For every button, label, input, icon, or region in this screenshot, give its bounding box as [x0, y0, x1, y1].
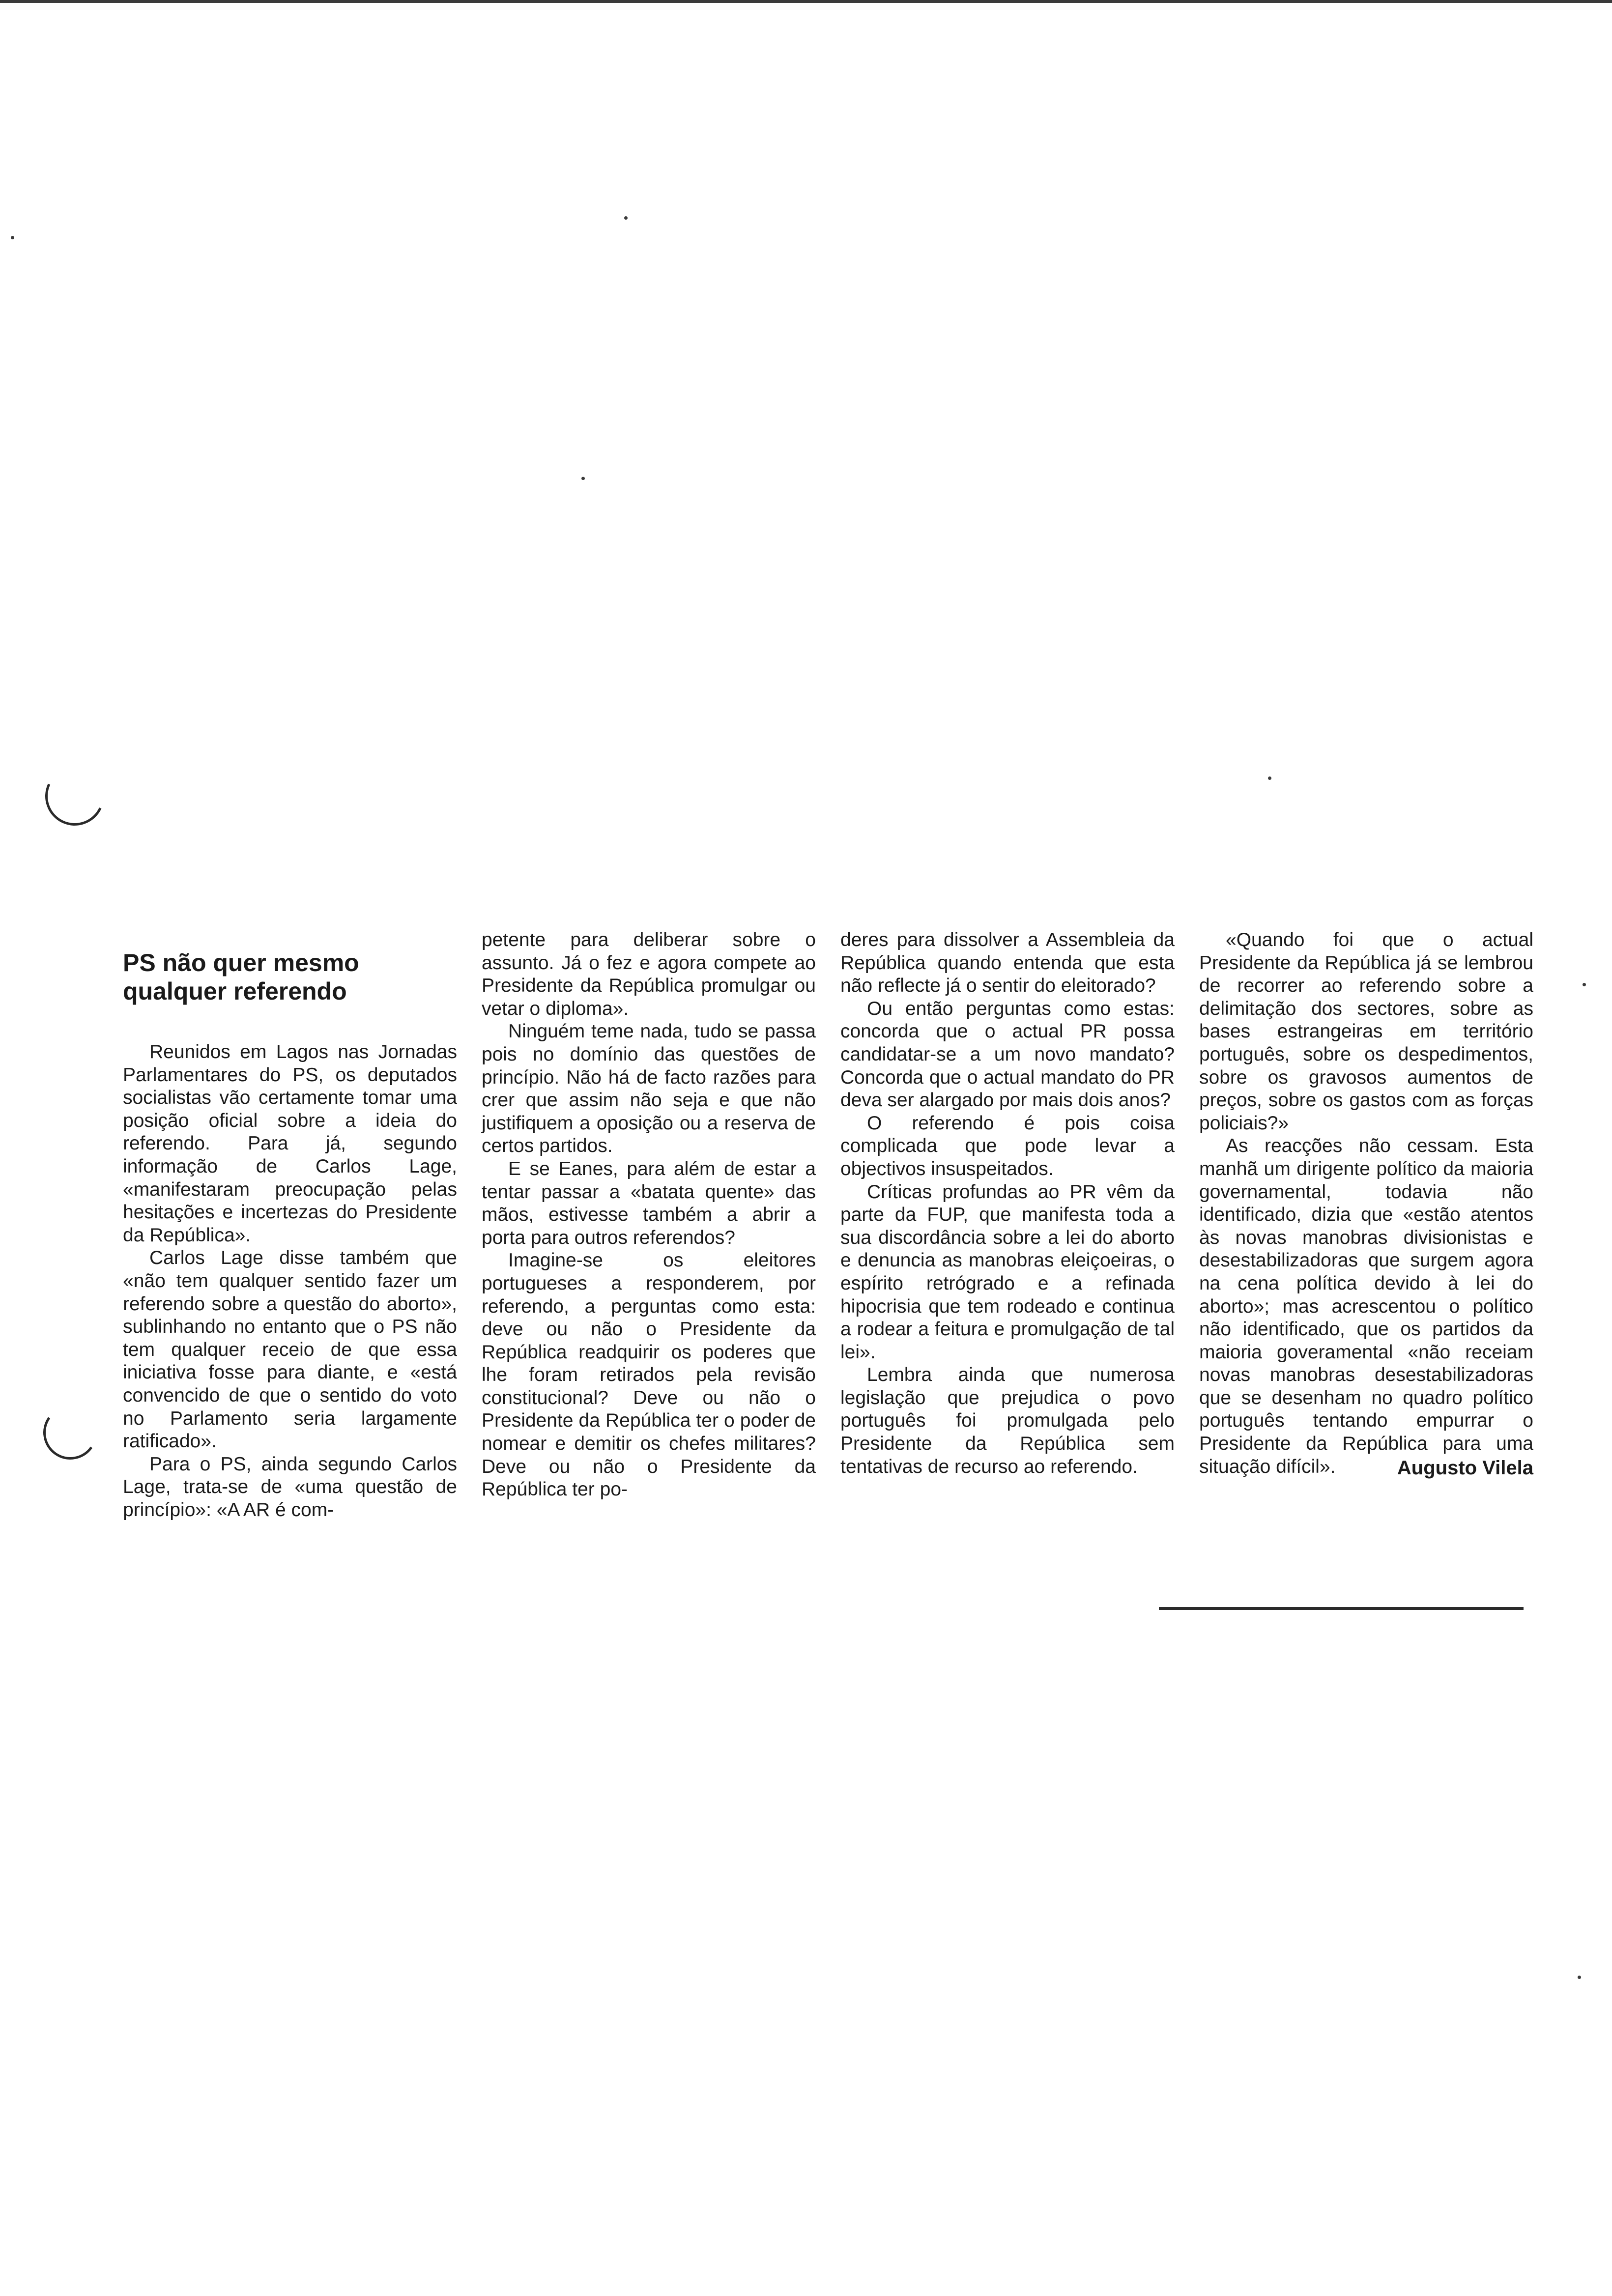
paragraph: Lembra ainda que numerosa legislação que prejudica o povo português foi promulgada pelo Presidente da República sem tentativas de recurso ao referendo. — [840, 1364, 1175, 1477]
paragraph: E se Eanes, para além de estar a tentar passar a «batata quente» das mãos, estivesse também a abrir a porta para outros referendos? — [482, 1158, 816, 1248]
speck — [1268, 776, 1271, 780]
speck — [11, 236, 14, 239]
paragraph: petente para deliberar sobre o assunto. Já o fez e agora compete ao Presidente da República promulgar ou vetar o diploma». — [482, 929, 816, 1019]
article-byline: Augusto Vilela — [1397, 1457, 1533, 1479]
paragraph: Para o PS, ainda segundo Carlos Lage, trata-se de «uma questão de princípio»: «A AR é com- — [123, 1453, 457, 1521]
punch-hole-mark-upper — [37, 758, 113, 834]
speck — [1578, 1976, 1581, 1979]
paragraph: deres para dissolver a Assembleia da República quando entenda que esta não reflecte já o sentir do eleitorado? — [840, 929, 1175, 997]
scan-top-edge — [0, 0, 1612, 3]
speck — [1583, 983, 1586, 986]
paragraph: Ou então perguntas como estas: concorda que o actual PR possa candidatar-se a um novo mandato? Concorda que o actual mandato do PR deva ser alargado por mais dois anos? — [840, 998, 1175, 1111]
paragraph: Reunidos em Lagos nas Jornadas Parlamentares do PS, os deputados socialistas vão certamente tomar uma posição oficial sobre a ideia do referendo. Para já, segundo informação de Carlos Lage, «manifestaram preocupação pelas hesitações e incertezas do Presidente da República». — [123, 1041, 457, 1246]
paragraph: Críticas profundas ao PR vêm da parte da FUP, que manifesta toda a sua discordância sobre a lei do aborto e denuncia as manobras eleiçoeiras, o espírito retrógrado e a refinada hipocrisia que tem rodeado e continua a rodear a feitura e promulgação de tal lei». — [840, 1181, 1175, 1363]
article-column-3 — [840, 929, 1175, 1478]
article-headline: PS não quer mesmo qualquer referendo — [123, 949, 359, 1005]
newspaper-article — [123, 929, 1533, 1587]
article-column-4 — [1199, 929, 1533, 1480]
article-column-1 — [123, 929, 457, 1521]
paragraph: Ninguém teme nada, tudo se passa pois no domínio das questões de princípio. Não há de facto razões para crer que assim não seja e que não justifiquem a oposição ou a reserva de certos partidos. — [482, 1021, 816, 1157]
speck — [581, 477, 585, 480]
paragraph: O referendo é pois coisa complicada que pode levar a objectivos insuspeitados. — [840, 1112, 1175, 1179]
paragraph: As reacções não cessam. Esta manhã um dirigente político da maioria governamental, todavia não identificado, dizia que «estão atentos às novas manobras divisionistas e desestabilizadoras que surgem agora na cena política devido à lei do aborto»; mas acrescentou o político não identificado, que os partidos da maioria goveramental «não receiam novas manobras desestabilizadoras que se desenham no quadro político português tentando empurrar o Presidente da República para uma situação difícil». — [1199, 1135, 1533, 1477]
paragraph: Carlos Lage disse também que «não tem qualquer sentido fazer um referendo sobre a questão do aborto», sublinhando no entanto que o PS não tem qualquer receio de que essa iniciativa fosse para diante, e «está convencido de que o sentido do voto no Parlamento seria largamente ratificado». — [123, 1247, 457, 1452]
punch-hole-mark-lower — [39, 1401, 101, 1464]
article-end-rule — [1159, 1607, 1524, 1610]
speck — [624, 216, 628, 220]
article-column-2 — [482, 929, 816, 1501]
paragraph: Imagine-se os eleitores portugueses a responderem, por referendo, a perguntas como esta: deve ou não o Presidente da República readquirir os poderes que lhe foram retirados pela revisão constitucional? Deve ou não o Presidente da República ter o poder de nomear e demitir os chefes militares? Deve ou não o Presidente da República ter po- — [482, 1250, 816, 1500]
paragraph: «Quando foi que o actual Presidente da República já se lembrou de recorrer ao referendo sobre a delimitação dos sectores, sobre as bases estrangeiras em território português, sobre os despedimentos, sobre os gravosos aumentos de preços, sobre os gastos com as forças policiais?» — [1199, 929, 1533, 1134]
